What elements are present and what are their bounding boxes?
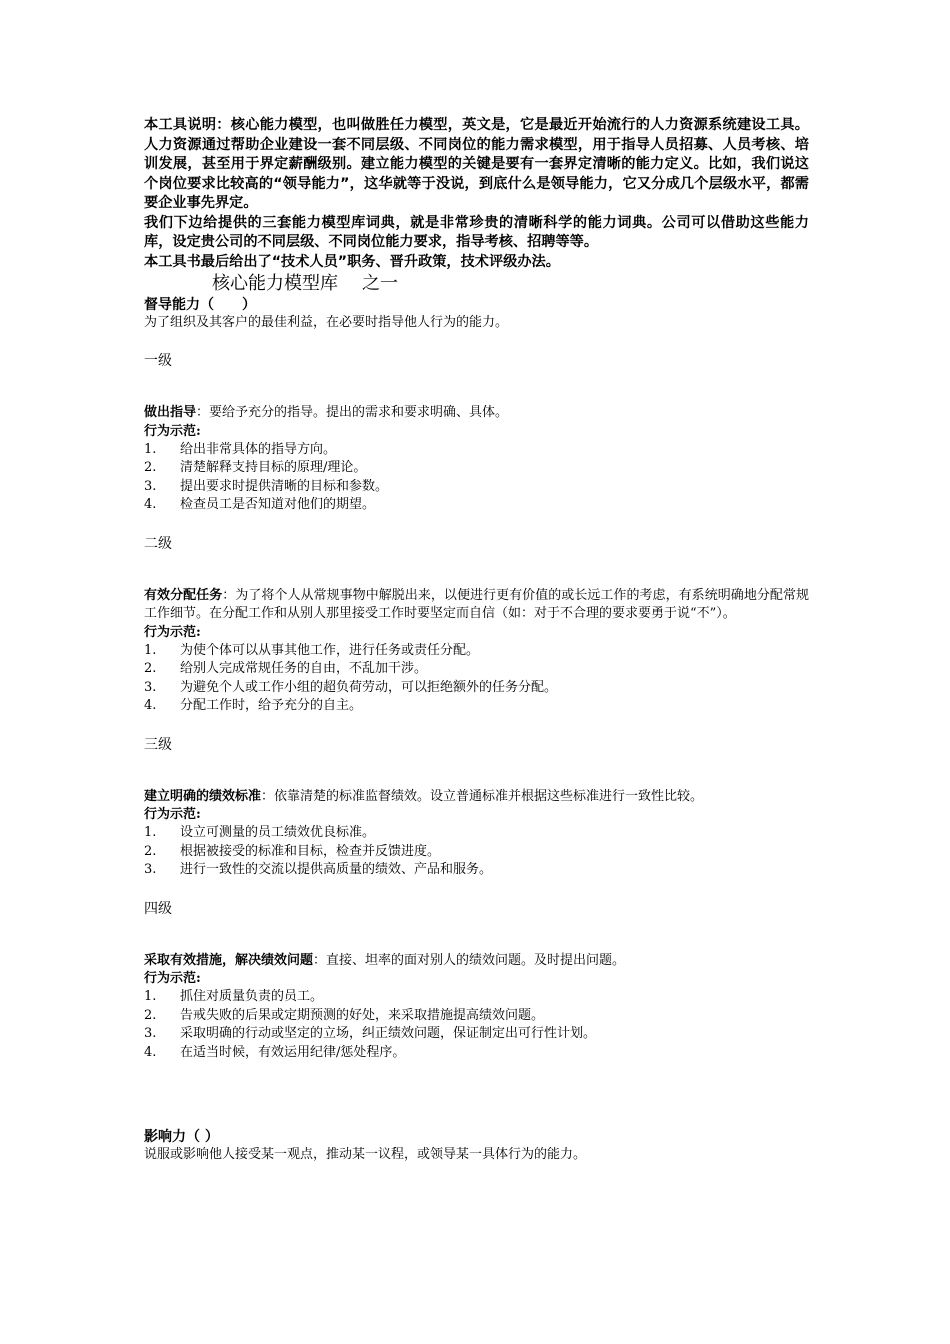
level-desc-text: ：依靠清楚的标准监督绩效。设立普通标准并根据这些标准进行一致性比较。 <box>261 788 704 804</box>
item-text: 分配工作时，给予充分的自主。 <box>180 698 363 713</box>
behavior-list <box>144 441 809 515</box>
document-page <box>144 116 809 1184</box>
level-heading: 二级 <box>144 535 172 552</box>
behavior-list <box>144 988 809 1062</box>
item-number: 2. <box>144 1007 157 1023</box>
level-heading: 一级 <box>144 353 172 369</box>
level-description <box>144 952 809 971</box>
list-item <box>144 642 809 661</box>
item-number: 1. <box>144 642 157 658</box>
list-item <box>144 1044 809 1063</box>
item-text: 根据被接受的标准和目标，检查并反馈进度。 <box>180 843 441 859</box>
item-number: 3. <box>144 679 157 695</box>
item-number: 3. <box>144 478 157 494</box>
item-text: 清楚解释支持目标的原理/理论。 <box>180 460 367 475</box>
title-main: 核心能力模型库 <box>212 273 338 294</box>
intro-paragraph: 本工具说明：核心能力模型，也叫做胜任力模型，英文是，它是最近开始流行的人力资源系统建设工具。人力资源通过帮助企业建设一套不同层级、不同岗位的能力需求模型，用于指导人员招募、人员考核、培训发展，甚至用于界定薪酬级别。建立能力模型的关键是要有一套界定清晰的能力定义。比如，我们说这个岗位要求比较高的“领导能力”，这华就等于没说，到底什么是领导能力，它又分成几个层级水平，都需要企业事先界定。 <box>144 117 809 211</box>
level-description <box>144 404 809 423</box>
item-text: 给出非常具体的指导方向。 <box>180 441 337 457</box>
page-title <box>212 272 809 296</box>
list-item <box>144 459 809 478</box>
behavior-label: 行为示范: <box>144 423 201 439</box>
list-item <box>144 660 809 679</box>
level-title: 有效分配任务 <box>144 587 223 603</box>
item-number: 1. <box>144 441 157 457</box>
level-desc-text: ：直接、坦率的面对别人的绩效问题。及时提出问题。 <box>313 952 626 968</box>
list-item <box>144 679 809 698</box>
behavior-label: 行为示范: <box>144 971 201 986</box>
list-item <box>144 824 809 843</box>
item-text: 提出要求时提供清晰的目标和参数。 <box>180 478 389 494</box>
behavior-list <box>144 642 809 716</box>
level-title: 做出指导 <box>144 405 197 420</box>
list-item <box>144 697 809 716</box>
behavior-label: 行为示范: <box>144 624 201 640</box>
item-text: 为使个体可以从事其他工作，进行任务或责任分配。 <box>180 642 480 658</box>
competency-name: 影响力（ ） <box>144 1129 219 1145</box>
level-heading: 四级 <box>144 900 172 917</box>
item-text: 采取明确的行动或坚定的立场，纠正绩效问题，保证制定出可行性计划。 <box>180 1026 597 1041</box>
item-number: 4. <box>144 497 157 512</box>
item-text: 给别人完成常规任务的自由，不乱加干涉。 <box>180 661 428 676</box>
section-spacer <box>144 1082 809 1128</box>
item-number: 4. <box>144 1044 157 1060</box>
list-item <box>144 861 809 880</box>
list-item <box>144 1007 809 1026</box>
item-text: 抓住对质量负责的员工。 <box>180 989 324 1004</box>
level-desc-text: ：为了将个人从常规事物中解脱出来，以便进行更有价值的或长远工作的考虑，有系统明确地分配常规工作细节。在分配工作和从别人那里接受工作时要坚定而自信（如：对于不合理的要求要勇于说“不”）。 <box>144 587 809 621</box>
competency-name: 督导能力（ ） <box>144 297 256 313</box>
list-item <box>144 478 809 497</box>
intro-paragraph: 我们下边给提供的三套能力模型库词典，就是非常珍贵的清晰科学的能力词典。公司可以借助这些能力库，设定贵公司的不同层级、不同岗位能力要求，指导考核、招聘等等。 <box>144 214 809 250</box>
item-number: 3. <box>144 862 157 877</box>
item-number: 4. <box>144 698 157 713</box>
item-text: 在适当时候，有效运用纪律/惩处程序。 <box>180 1044 406 1060</box>
behavior-label: 行为示范: <box>144 807 201 822</box>
item-number: 1. <box>144 825 157 840</box>
level-title: 采取有效措施，解决绩效问题 <box>144 952 314 968</box>
item-text: 告戒失败的后果或定期预测的好处，来采取措施提高绩效问题。 <box>180 1007 545 1023</box>
item-number: 2. <box>144 460 157 475</box>
level-heading: 三级 <box>144 736 172 753</box>
list-item <box>144 843 809 862</box>
competency-definition: 说服或影响他人接受某一观点，推动某一议程，或领导某一具体行为的能力。 <box>144 1147 587 1162</box>
list-item <box>144 988 809 1007</box>
level-description <box>144 788 809 807</box>
item-number: 3. <box>144 1026 157 1041</box>
level-desc-text: ：要给予充分的指导。提出的需求和要求明确、具体。 <box>196 405 509 420</box>
behavior-list <box>144 824 809 880</box>
list-item <box>144 1025 809 1044</box>
list-item <box>144 496 809 515</box>
intro-section <box>144 116 809 272</box>
level-description <box>144 587 809 624</box>
item-number: 1. <box>144 989 157 1004</box>
level-title: 建立明确的绩效标准 <box>144 788 262 804</box>
item-text: 为避免个人或工作小组的超负荷劳动，可以拒绝额外的任务分配。 <box>180 679 558 695</box>
item-number: 2. <box>144 843 157 859</box>
competency-definition: 为了组织及其客户的最佳利益，在必要时指导他人行为的能力。 <box>144 315 509 330</box>
intro-paragraph: 本工具书最后给出了“技术人员”职务、晋升政策，技术评级办法。 <box>144 253 560 270</box>
item-text: 检查员工是否知道对他们的期望。 <box>180 497 376 512</box>
item-number: 2. <box>144 661 157 676</box>
list-item <box>144 441 809 460</box>
item-text: 进行一致性的交流以提供高质量的绩效、产品和服务。 <box>180 862 493 877</box>
item-text: 设立可测量的员工绩效优良标准。 <box>180 825 376 840</box>
title-suffix: 之一 <box>362 273 398 294</box>
